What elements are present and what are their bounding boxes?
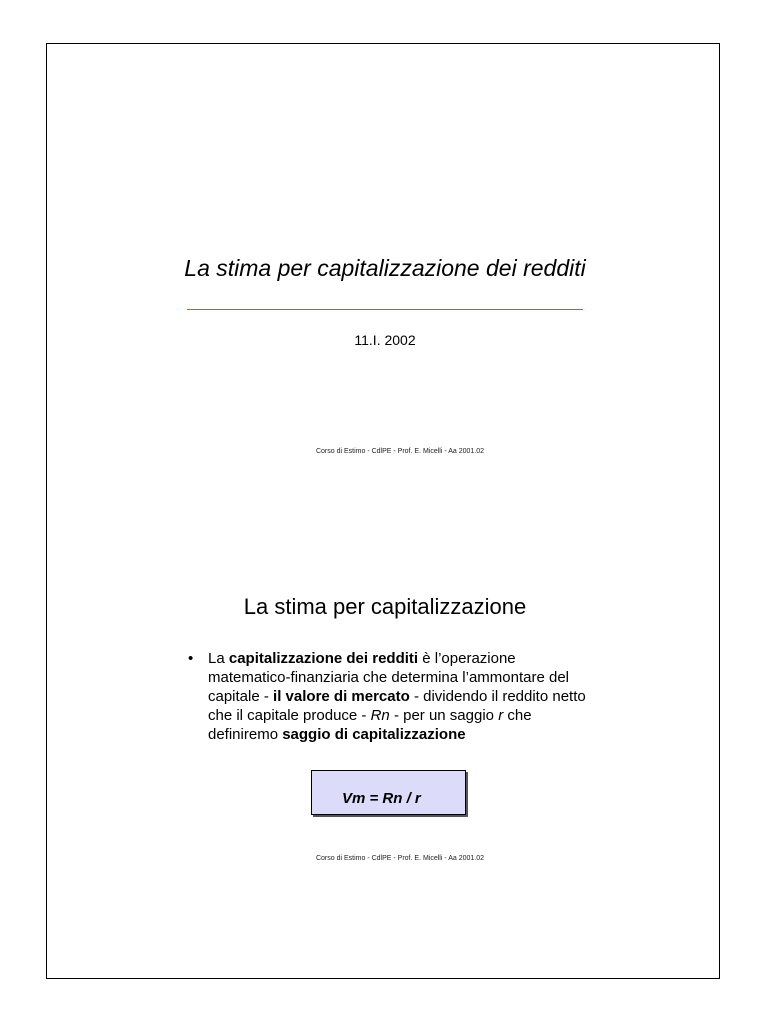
bullet-italic-symbol: r [498, 707, 504, 724]
title-underline-rule [187, 309, 583, 310]
bullet-bold-term: saggio di capitalizzazione [282, 726, 466, 743]
bullet-text [208, 649, 588, 744]
slide-2-title: La stima per capitalizzazione [243, 594, 527, 619]
slide-1-date: 11.I. 2002 [354, 332, 416, 348]
slide-1-title: La stima per capitalizzazione dei redditi [184, 255, 586, 281]
bullet-text-part: è l’operazione matematico-finanziaria che determina l’ammontare del capitale - [208, 650, 569, 705]
bullet-text-part: - per un saggio [389, 707, 499, 724]
slide-1-footer: Corso di Estimo - CdlPE - Prof. E. Micelli - Aa 2001.02 [315, 448, 485, 455]
bullet-item [188, 649, 588, 744]
bullet-text-part: che definiremo [208, 707, 532, 743]
bullet-bold-term: capitalizzazione dei redditi [228, 650, 419, 667]
bullet-text-part: La [208, 650, 229, 667]
bullet-italic-symbol: Rn [370, 707, 390, 724]
page-frame [46, 43, 720, 979]
bullet-text-part: - dividendo il reddito netto che il capitale produce - [208, 688, 586, 724]
bullet-bold-term: il valore di mercato [273, 688, 410, 705]
bullet-marker: • [188, 650, 194, 667]
formula-box [311, 770, 466, 815]
formula-text: Vm = Rn / r [342, 790, 421, 807]
slide-2-footer: Corso di Estimo - CdlPE - Prof. E. Micelli - Aa 2001.02 [315, 855, 485, 862]
